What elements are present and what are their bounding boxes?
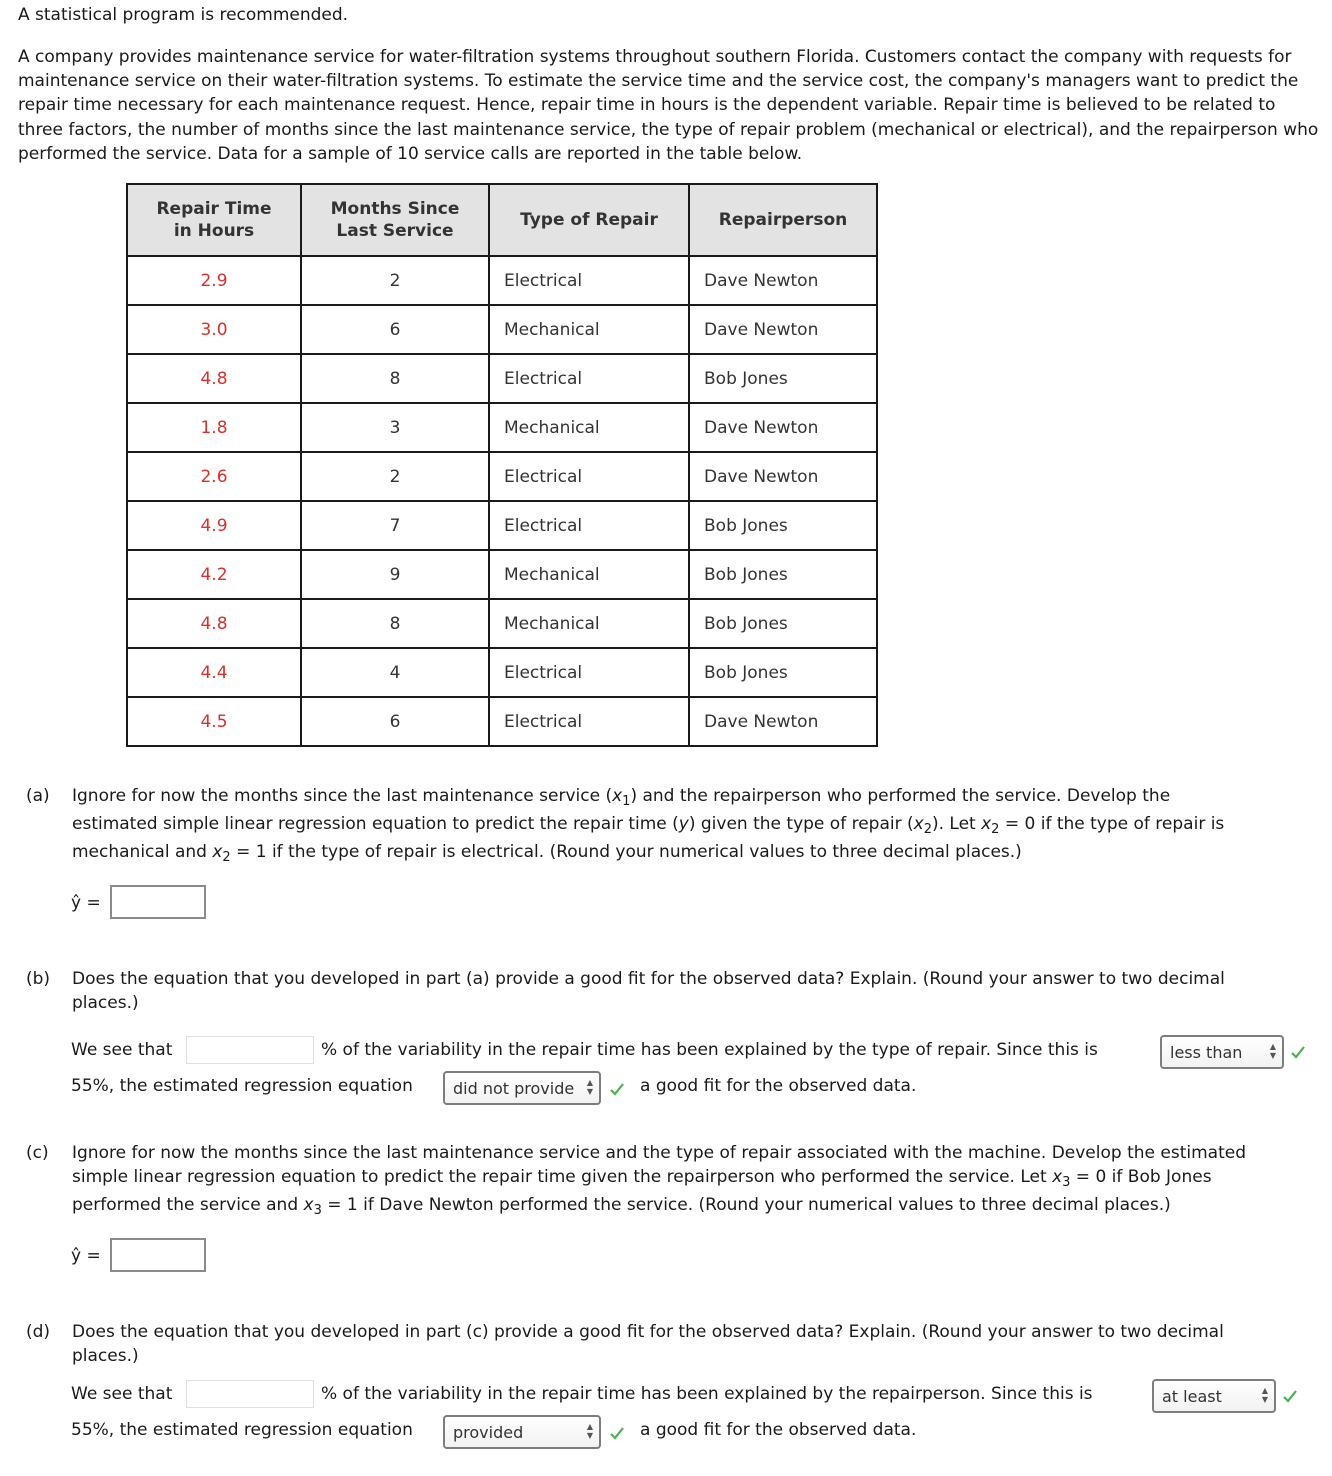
part-b-line2: places.) (72, 993, 139, 1013)
part-a-text: ). Let (931, 814, 982, 834)
part-d-line2: places.) (72, 1346, 139, 1366)
cell-repair-time: 4.8 (127, 354, 301, 403)
var-x: x (981, 814, 992, 834)
part-d-fit-select[interactable] (443, 1415, 601, 1449)
part-b-we-see: We see that (71, 1040, 173, 1060)
header-months-l2: Last Service (336, 221, 454, 241)
part-b-post2: a good fit for the observed data. (640, 1076, 917, 1096)
problem-description: A company provides maintenance service for water-filtration systems throughout southern Florida. Customers contact the company with requests for maintenance service on their water-filtration systems. To estimate the service time and the service cost, the company's managers want to predict the repair time necessary for each maintenance request. Hence, repair time in hours is the dependent variable. Repair time is believed to be related to three factors, the number of months since the last maintenance service, the type of repair problem (mechanical or electrical), and the repairperson who performed the service. Data for a sample of 10 service calls are reported in the table below. (18, 47, 1319, 164)
header-repairperson: Repairperson (689, 184, 877, 256)
part-c-line2 (72, 1167, 1326, 1190)
table-header-row (127, 184, 877, 256)
part-a-text: mechanical and (72, 842, 213, 862)
table-row (127, 452, 877, 501)
select-arrows-icon: ▲ ▼ (586, 1078, 593, 1096)
header-repair-time-l2: in Hours (173, 221, 255, 241)
cell-person: Bob Jones (689, 648, 877, 697)
part-d-we-see: We see that (71, 1384, 173, 1404)
cell-type: Electrical (489, 256, 689, 305)
cell-type: Electrical (489, 354, 689, 403)
cell-months: 6 (301, 305, 489, 354)
part-b-fit-value: did not provide (453, 1079, 575, 1098)
part-b-percent-input[interactable] (186, 1036, 314, 1064)
cell-type: Mechanical (489, 550, 689, 599)
part-c-line3 (72, 1195, 1326, 1218)
cell-months: 9 (301, 550, 489, 599)
part-d-pre2: 55%, the estimated regression equation (71, 1420, 413, 1440)
part-c-text: simple linear regression equation to predict the repair time given the repairperson who performed the service. Let (72, 1167, 1053, 1187)
part-a-text: Ignore for now the months since the last maintenance service ( (72, 786, 613, 806)
cell-repair-time: 4.2 (127, 550, 301, 599)
cell-months: 8 (301, 354, 489, 403)
table-row (127, 403, 877, 452)
part-a-line3 (72, 842, 1326, 865)
cell-repair-time: 2.6 (127, 452, 301, 501)
table-row (127, 354, 877, 403)
part-b-comparison-value: less than (1170, 1043, 1243, 1062)
part-c-equation-input[interactable] (110, 1238, 206, 1272)
cell-person: Bob Jones (689, 599, 877, 648)
select-arrows-icon: ▲ ▼ (1261, 1386, 1268, 1404)
part-d-mid-text: % of the variability in the repair time has been explained by the repairperson. Since this is (321, 1384, 1093, 1404)
cell-repair-time: 4.9 (127, 501, 301, 550)
correct-check-icon (609, 1081, 625, 1097)
cell-person: Bob Jones (689, 550, 877, 599)
sub-3: 3 (313, 1203, 322, 1218)
correct-check-icon (609, 1425, 625, 1441)
cell-repair-time: 4.5 (127, 697, 301, 746)
correct-check-icon (1290, 1044, 1306, 1060)
cell-person: Dave Newton (689, 256, 877, 305)
cell-type: Mechanical (489, 403, 689, 452)
cell-months: 7 (301, 501, 489, 550)
cell-person: Dave Newton (689, 697, 877, 746)
correct-check-icon (1282, 1388, 1298, 1404)
cell-months: 8 (301, 599, 489, 648)
cell-repair-time: 4.4 (127, 648, 301, 697)
part-b-mid-text: % of the variability in the repair time has been explained by the type of repair. Since this is (321, 1040, 1098, 1060)
part-a-text: ) and the repairperson who performed the service. Develop the (630, 786, 1171, 806)
part-d-comparison-value: at least (1162, 1387, 1222, 1406)
cell-repair-time: 2.9 (127, 256, 301, 305)
part-b (26, 969, 1326, 1019)
cell-months: 2 (301, 256, 489, 305)
yhat-label: ŷ = (71, 1246, 101, 1266)
part-b-fit-select[interactable] (443, 1071, 601, 1105)
cell-repair-time: 3.0 (127, 305, 301, 354)
cell-type: Electrical (489, 648, 689, 697)
cell-months: 4 (301, 648, 489, 697)
table-row (127, 697, 877, 746)
part-d-line1: Does the equation that you developed in part (c) provide a good fit for the observed data? Explain. (Round your answer to two decimal (72, 1322, 1224, 1342)
cell-repair-time: 1.8 (127, 403, 301, 452)
part-a-equation-input[interactable] (110, 885, 206, 919)
header-repair-time-l1: Repair Time (156, 199, 272, 219)
part-a (26, 786, 1326, 876)
header-repair-time (127, 184, 301, 256)
part-d-fit-value: provided (453, 1423, 524, 1442)
part-d-post2: a good fit for the observed data. (640, 1420, 917, 1440)
table-row (127, 501, 877, 550)
cell-person: Dave Newton (689, 403, 877, 452)
part-d-label: (d) (26, 1322, 51, 1342)
cell-person: Bob Jones (689, 501, 877, 550)
cell-type: Electrical (489, 452, 689, 501)
cell-repair-time: 4.8 (127, 599, 301, 648)
part-b-label: (b) (26, 969, 51, 989)
header-months-since (301, 184, 489, 256)
cell-person: Bob Jones (689, 354, 877, 403)
part-a-text: estimated simple linear regression equation to predict the repair time ( (72, 814, 679, 834)
part-c-text: = 0 if Bob Jones (1070, 1167, 1212, 1187)
part-c-label: (c) (26, 1143, 49, 1163)
select-arrows-icon: ▲ ▼ (1269, 1042, 1276, 1060)
yhat-label: ŷ = (71, 893, 101, 913)
var-x: x (212, 842, 223, 862)
service-data-table (126, 183, 878, 747)
part-b-comparison-select[interactable] (1160, 1035, 1284, 1069)
part-c-text: = 1 if Dave Newton performed the service. (Round your numerical values to three decimal places.) (321, 1195, 1171, 1215)
part-a-text: = 0 if the type of repair is (999, 814, 1225, 834)
var-x: x (913, 814, 924, 834)
cell-type: Electrical (489, 697, 689, 746)
part-d-percent-input[interactable] (186, 1380, 314, 1408)
cell-months: 2 (301, 452, 489, 501)
header-type-of-repair: Type of Repair (489, 184, 689, 256)
var-y: y (678, 814, 689, 834)
select-arrows-icon: ▲ ▼ (586, 1422, 593, 1440)
part-a-line1 (72, 786, 1326, 809)
part-c-line1: Ignore for now the months since the last maintenance service and the type of repair associated with the machine. Develop the estimated (72, 1143, 1246, 1163)
part-c (26, 1143, 1326, 1233)
sub-1: 1 (622, 794, 631, 809)
program-note: A statistical program is recommended. (18, 5, 349, 25)
sub-2: 2 (222, 850, 231, 865)
part-c-text: performed the service and (72, 1195, 304, 1215)
cell-type: Electrical (489, 501, 689, 550)
part-b-pre2: 55%, the estimated regression equation (71, 1076, 413, 1096)
table-row (127, 305, 877, 354)
part-a-text: = 1 if the type of repair is electrical. (Round your numerical values to three decimal places.) (230, 842, 1022, 862)
part-a-line2 (72, 814, 1326, 837)
table-row (127, 599, 877, 648)
cell-type: Mechanical (489, 305, 689, 354)
table-row (127, 256, 877, 305)
var-x: x (1052, 1167, 1063, 1187)
sub-2: 2 (991, 822, 1000, 837)
part-d-comparison-select[interactable] (1152, 1379, 1276, 1413)
cell-months: 3 (301, 403, 489, 452)
var-x: x (303, 1195, 314, 1215)
part-b-line1: Does the equation that you developed in part (a) provide a good fit for the observed data? Explain. (Round your answer to two decimal (72, 969, 1225, 989)
cell-person: Dave Newton (689, 305, 877, 354)
sub-2: 2 (923, 822, 932, 837)
cell-person: Dave Newton (689, 452, 877, 501)
part-a-label: (a) (26, 786, 50, 806)
cell-type: Mechanical (489, 599, 689, 648)
header-months-l1: Months Since (330, 199, 460, 219)
table-row (127, 550, 877, 599)
table-row (127, 648, 877, 697)
part-a-text: ) given the type of repair ( (688, 814, 914, 834)
cell-months: 6 (301, 697, 489, 746)
sub-3: 3 (1062, 1175, 1071, 1190)
var-x: x (612, 786, 623, 806)
part-d (26, 1322, 1326, 1372)
